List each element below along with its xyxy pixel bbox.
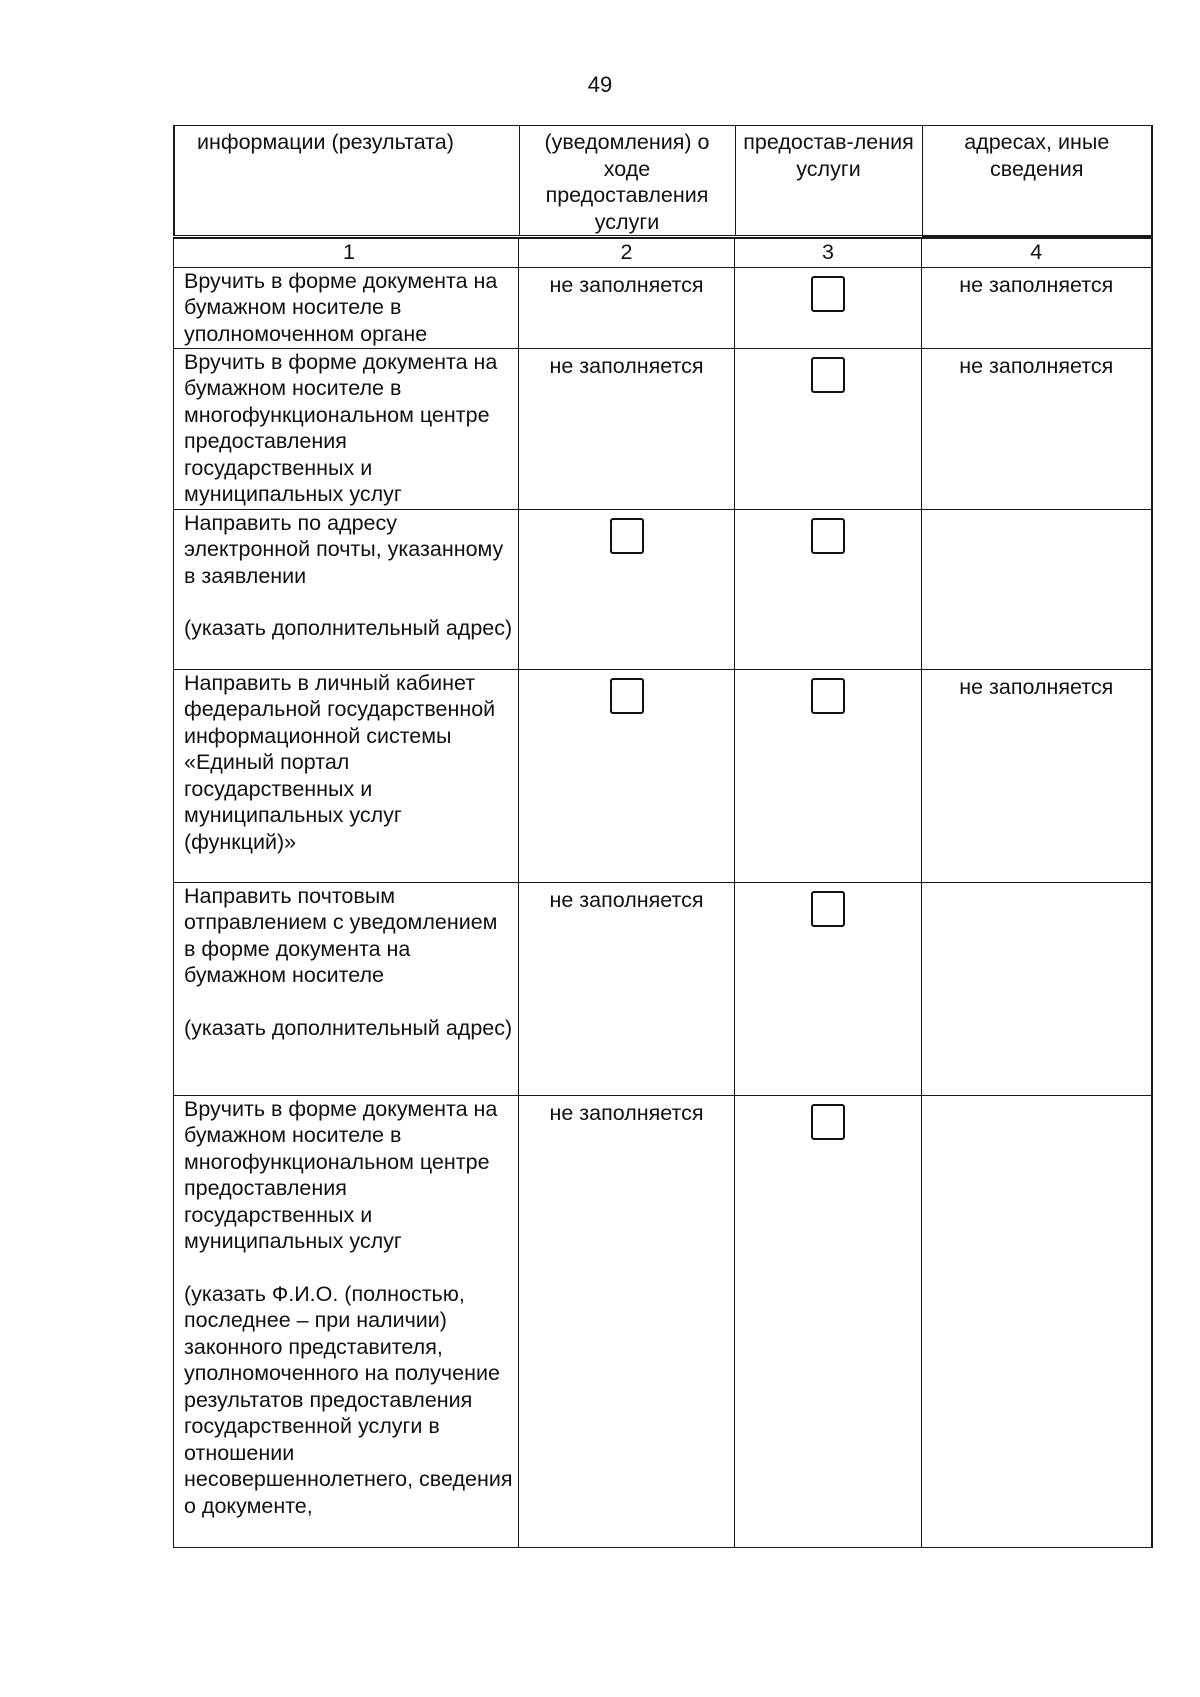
delivery-note: (указать дополнительный адрес)	[184, 1015, 513, 1040]
table-row	[174, 348, 1152, 509]
header-row	[174, 126, 1152, 236]
checkbox[interactable]	[610, 518, 644, 554]
checkbox-cell	[735, 267, 922, 348]
table-header	[173, 125, 1153, 237]
checkbox[interactable]	[811, 891, 845, 927]
checkbox-cell	[735, 509, 922, 669]
header-cell-3: предостав-ления услуги	[735, 126, 922, 236]
not-filled-text: не заполняется	[519, 348, 735, 509]
header-cell-1: информации (результата)	[174, 126, 519, 236]
extra-info-cell	[922, 1095, 1152, 1547]
column-number: 3	[735, 238, 922, 267]
checkbox[interactable]	[610, 678, 644, 714]
checkbox-cell	[519, 509, 735, 669]
delivery-note: (указать дополнительный адрес)	[184, 616, 513, 640]
table-row	[174, 669, 1152, 882]
column-number: 2	[519, 238, 735, 267]
table-row	[174, 509, 1152, 669]
not-filled-text: не заполняется	[922, 669, 1152, 882]
checkbox[interactable]	[811, 518, 845, 554]
column-number: 4	[922, 238, 1152, 267]
checkbox-cell	[735, 882, 922, 1095]
delivery-method-cell	[174, 882, 519, 1095]
delivery-method: Направить почтовым отправлением с уведомлением в форме документа на бумажном носителе	[184, 883, 498, 987]
not-filled-text: не заполняется	[519, 1095, 735, 1547]
column-number-row	[174, 238, 1152, 267]
page-number: 49	[587, 72, 613, 97]
delivery-method: Направить в личный кабинет федеральной государственной информационной системы «Единый портал государственных и муниципальных услуг (функций)»	[174, 669, 519, 882]
delivery-method: Направить по адресу электронной почты, указанному в заявлении	[184, 510, 504, 588]
delivery-method-cell	[174, 509, 519, 669]
table-row	[174, 882, 1152, 1095]
delivery-method: Вручить в форме документа на бумажном носителе в многофункциональном центре предоставления государственных и муниципальных услуг	[184, 1096, 498, 1253]
checkbox-cell	[519, 669, 735, 882]
table-row	[174, 1095, 1152, 1547]
header-cell-4: адресах, иные сведения	[922, 126, 1152, 236]
table-row	[174, 267, 1152, 348]
not-filled-text: не заполняется	[922, 348, 1152, 509]
extra-info-cell	[922, 882, 1152, 1095]
header-cell-2: (уведомления) о ходе предоставления услуги	[519, 126, 735, 236]
not-filled-text: не заполняется	[922, 267, 1152, 348]
checkbox[interactable]	[811, 357, 845, 393]
delivery-method: Вручить в форме документа на бумажном носителе в уполномоченном органе	[174, 267, 519, 348]
checkbox[interactable]	[811, 276, 845, 312]
extra-info-cell	[922, 509, 1152, 669]
checkbox-cell	[735, 1095, 922, 1547]
column-number: 1	[174, 238, 519, 267]
delivery-method: Вручить в форме документа на бумажном носителе в многофункциональном центре предоставления государственных и муниципальных услуг	[174, 348, 519, 509]
delivery-note: (указать Ф.И.О. (полностью, последнее – при наличии) законного представителя, уполномоченного на получение результатов предоставления государственной услуги в отношении несовершеннолетнего, сведения о документе,	[184, 1281, 513, 1518]
checkbox-cell	[735, 669, 922, 882]
checkbox[interactable]	[811, 678, 845, 714]
not-filled-text: не заполняется	[519, 882, 735, 1095]
table-body	[173, 237, 1153, 1548]
checkbox-cell	[735, 348, 922, 509]
not-filled-text: не заполняется	[519, 267, 735, 348]
checkbox[interactable]	[811, 1104, 845, 1140]
delivery-method-cell	[174, 1095, 519, 1547]
